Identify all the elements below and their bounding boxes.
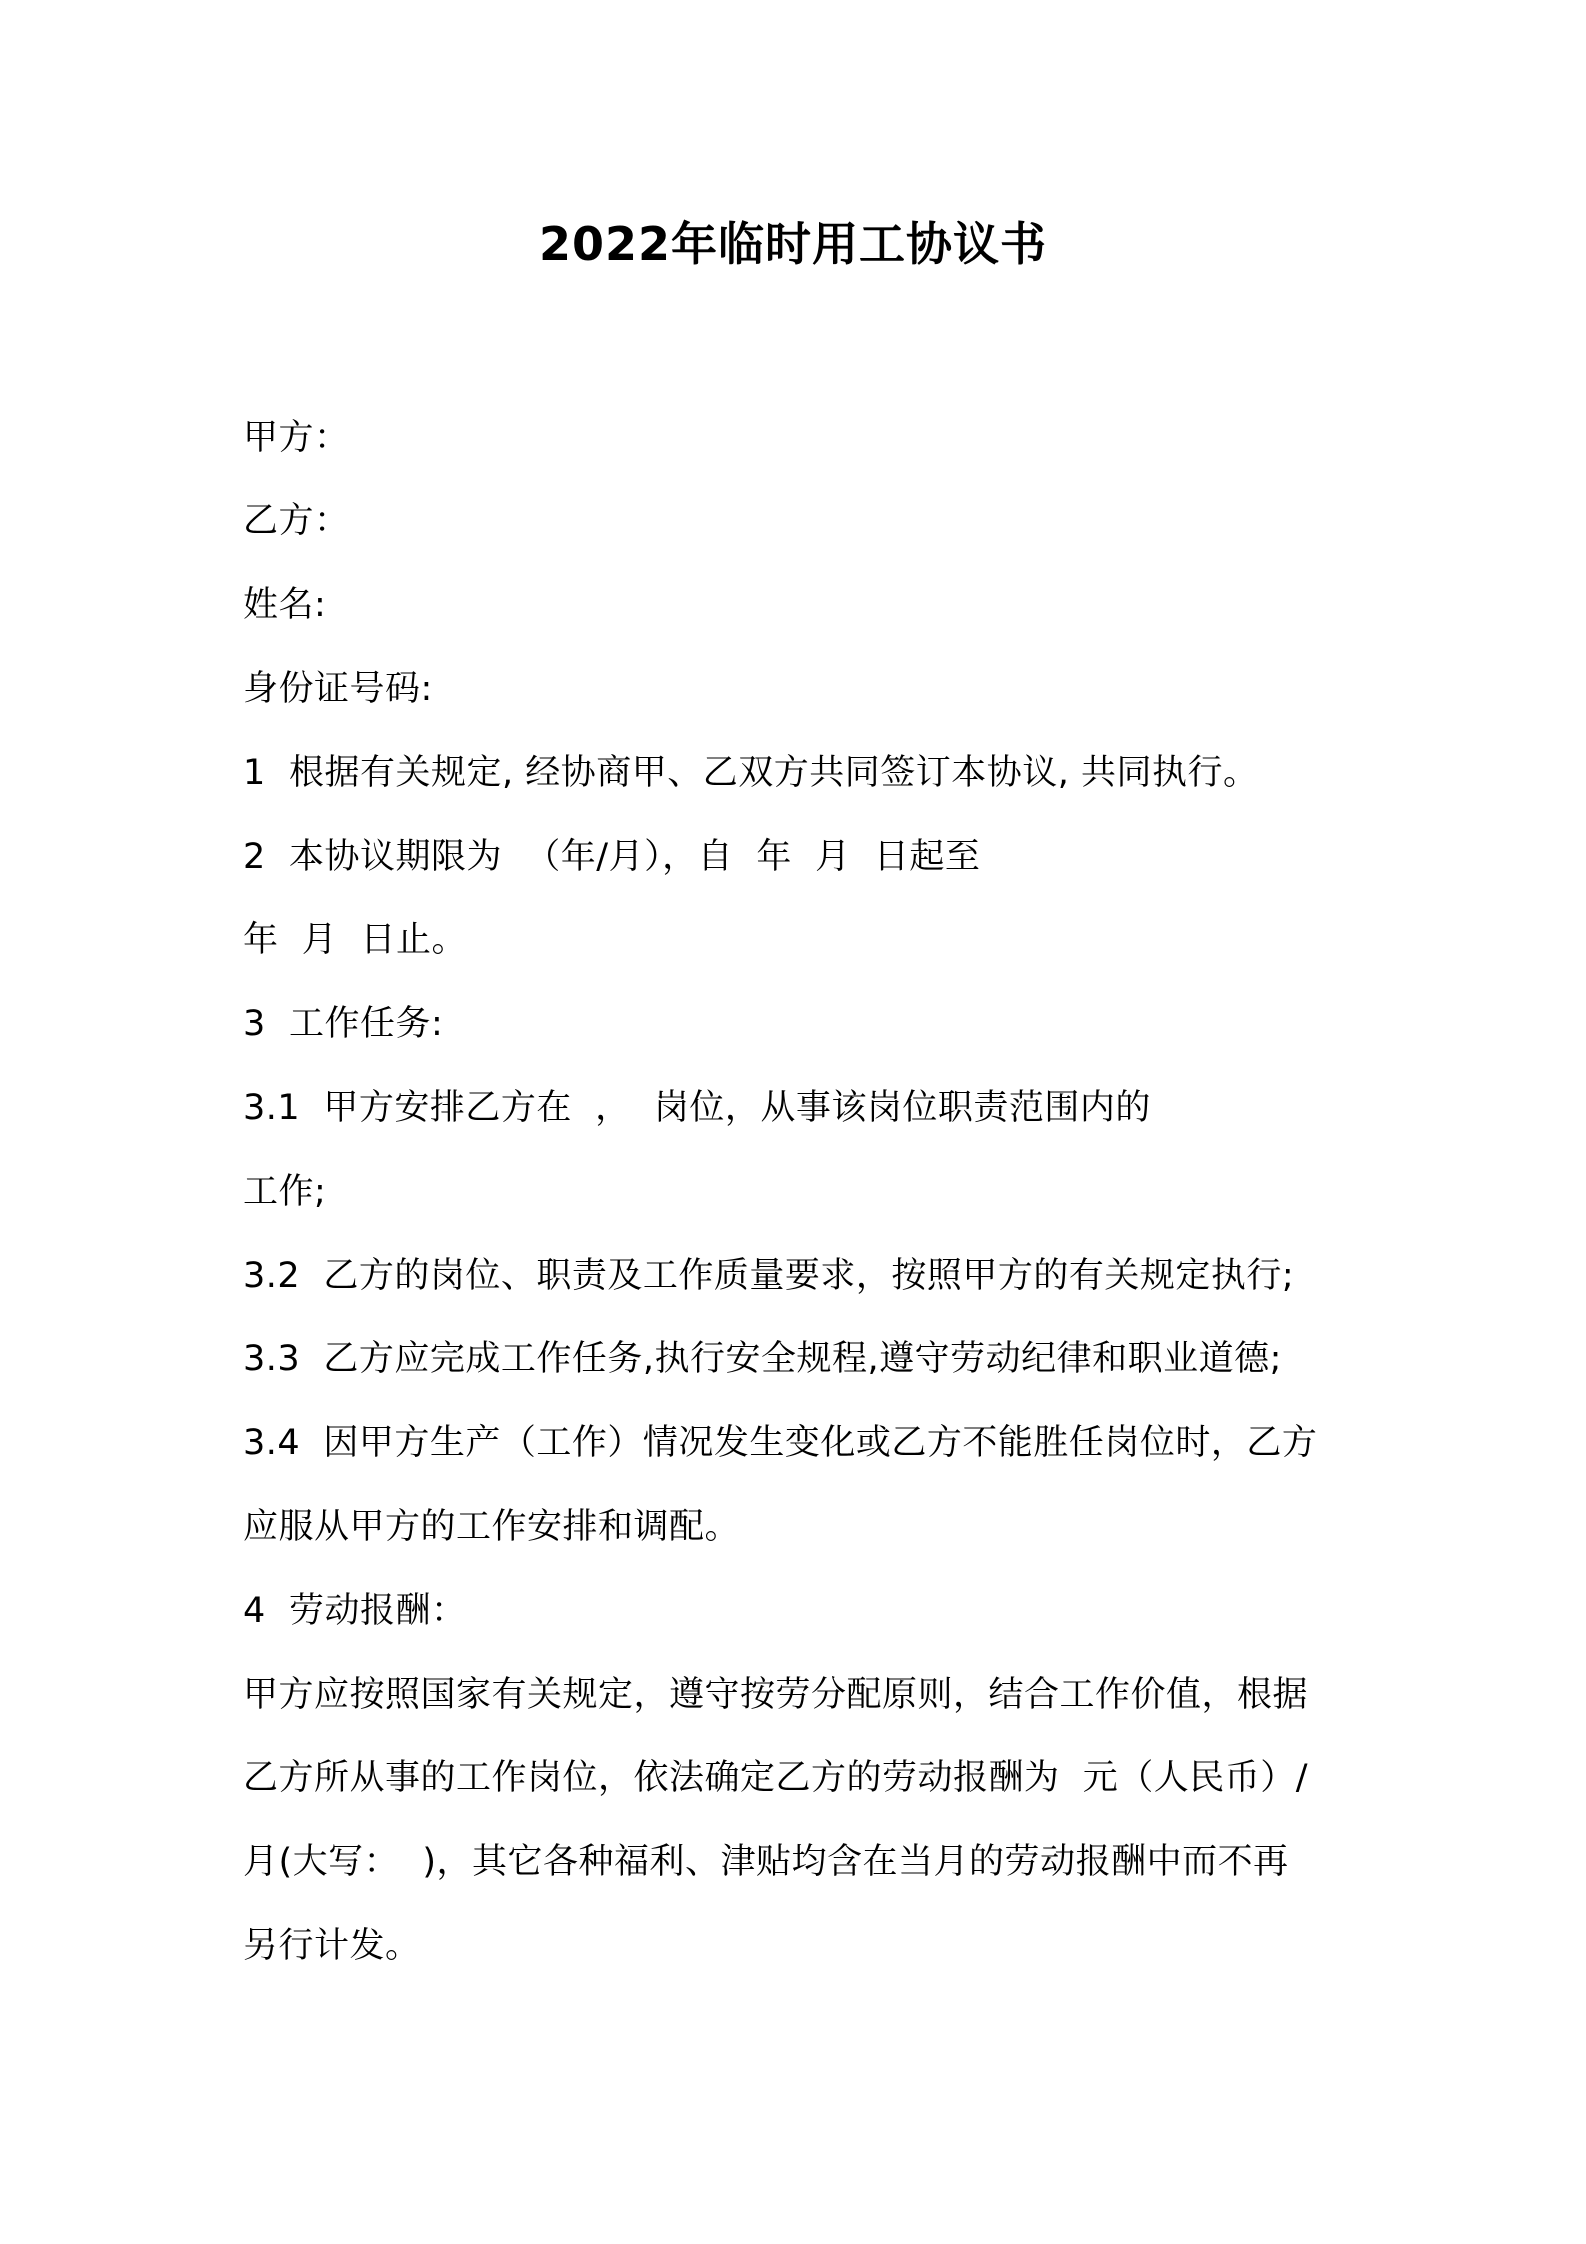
clause-2-line: 2 本协议期限为 （年/月），自 年 月 日起至 [243,837,981,877]
clause-3-3-line: 3.3 乙方应完成工作任务,执行安全规程,遵守劳动纪律和职业道德; [243,1339,1282,1379]
clause-3-1-continuation-line: 工作; [243,1172,327,1212]
name-line: 姓名: [243,585,327,625]
clause-3-4-continuation-line: 应服从甲方的工作安排和调配。 [243,1507,741,1547]
party-b-line: 乙方： [243,501,350,541]
clause-3-heading: 3 工作任务: [243,1004,444,1044]
document-title: 2022年临时用工协议书 [538,217,1048,271]
clause-1-line: 1 根据有关规定, 经协商甲、乙双方共同签订本协议, 共同执行。 [243,753,1259,793]
party-a-line: 甲方： [243,418,350,458]
clause-4-body-line-3: 月(大写： )，其它各种福利、津贴均含在当月的劳动报酬中而不再 [243,1842,1289,1882]
clause-2-continuation-line: 年 月 日止。 [243,920,468,960]
clause-3-1-line: 3.1 甲方安排乙方在 ， 岗位，从事该岗位职责范围内的 [243,1088,1151,1128]
clause-4-body-line-2: 乙方所从事的工作岗位，依法确定乙方的劳动报酬为 元（人民币）/ [243,1758,1309,1798]
clause-4-heading: 4 劳动报酬： [243,1591,467,1631]
clause-4-body-line-4: 另行计发。 [243,1926,421,1966]
clause-4-body-line-1: 甲方应按照国家有关规定，遵守按劳分配原则，结合工作价值，根据 [243,1675,1309,1715]
clause-3-2-line: 3.2 乙方的岗位、职责及工作质量要求，按照甲方的有关规定执行; [243,1256,1295,1296]
clause-3-4-line: 3.4 因甲方生产（工作）情况发生变化或乙方不能胜任岗位时，乙方 [243,1423,1318,1463]
id-number-line: 身份证号码: [243,669,433,709]
